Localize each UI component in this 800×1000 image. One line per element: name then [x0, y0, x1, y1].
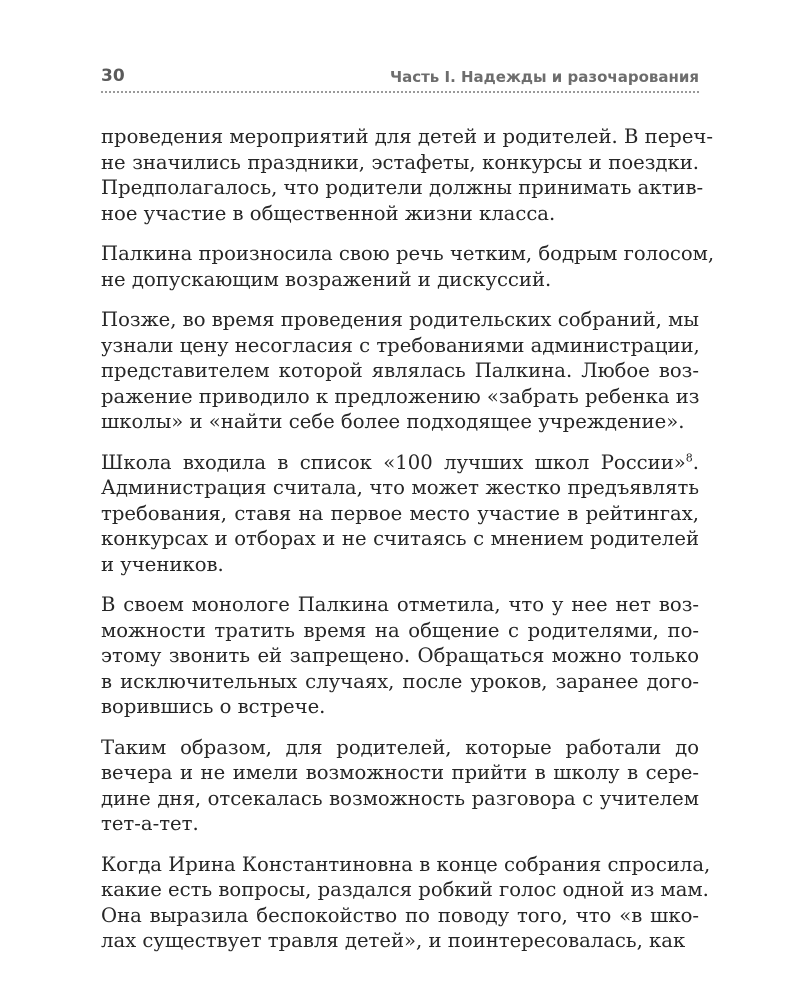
text-line: Позже, во время проведения родительских собраний, мы	[101, 308, 699, 331]
text-line: Она выразила беспокойство по поводу того, что «в шко-	[101, 903, 699, 927]
text-line: Школа входила в список «100 лучших школ России»	[101, 450, 686, 474]
text-line: ражение приводило к предложению «забрать ребенка из	[101, 384, 700, 408]
text-line: Палкина произносила свою речь четким, бодрым голосом,	[101, 242, 715, 265]
text-line: этому звонить ей запрещено. Обращаться можно только	[101, 644, 699, 667]
text-line-with-footnote	[101, 450, 699, 476]
page-number: 30	[101, 66, 125, 86]
text-line: дине дня, отсекалась возможность разговора с учителем	[101, 786, 699, 810]
text-line: В своем монологе Палкина отметила, что у нее нет воз-	[101, 593, 699, 616]
text-line: Таким образом, для родителей, которые работали до	[101, 735, 699, 759]
text-line: проведения мероприятий для детей и родителей. В переч-	[101, 125, 713, 148]
text-line: тет-а-тет.	[101, 812, 199, 835]
text-line-punctuation: .	[692, 450, 699, 474]
text-line: ворившись о встрече.	[101, 695, 326, 718]
paragraph-6	[101, 735, 699, 837]
text-line: Администрация считала, что может жестко предъявлять	[101, 476, 699, 499]
text-line: не значились праздники, эстафеты, конкурсы и поездки.	[101, 150, 699, 174]
text-line: лах существует травля детей», и поинтересовалась, как	[101, 929, 686, 952]
text-line: школы» и «найти себе более подходящее учреждение».	[101, 410, 685, 433]
section-title: Часть I. Надежды и разочарования	[389, 68, 699, 86]
text-line: узнали цену несогласия с требованиями администрации,	[101, 333, 700, 357]
paragraph-4	[101, 450, 699, 578]
body-text	[101, 124, 715, 954]
paragraph-3	[101, 307, 699, 435]
paragraph-1	[101, 124, 713, 226]
header-dotted-rule	[101, 91, 699, 93]
paragraph-2	[101, 241, 715, 292]
text-line: представителем которой являлась Палкина. Любое воз-	[101, 359, 699, 382]
text-line: ное участие в общественной жизни класса.	[101, 201, 556, 225]
text-line: можности тратить время на общение с родителями, по-	[101, 618, 699, 642]
text-line: Когда Ирина Константиновна в конце собрания спросила,	[101, 852, 711, 876]
text-line: требования, ставя на первое место участие в рейтингах,	[101, 501, 699, 525]
text-line: и учеников.	[101, 552, 224, 576]
text-line: вечера и не имели возможности прийти в школу в сере-	[101, 761, 699, 784]
text-line: в исключительных случаях, после уроков, заранее дого-	[101, 669, 699, 693]
text-line: какие есть вопросы, раздался робкий голос одной из мам.	[101, 878, 709, 901]
footnote-reference[interactable]: 8	[685, 450, 693, 464]
text-line: Предполагалось, что родители должны принимать актив-	[101, 176, 704, 199]
text-line: конкурсах и отборах и не считаясь с мнением родителей	[101, 527, 699, 550]
paragraph-5	[101, 592, 699, 720]
running-head	[101, 66, 699, 90]
paragraph-7	[101, 852, 711, 954]
text-line: не допускающим возражений и дискуссий.	[101, 267, 552, 291]
